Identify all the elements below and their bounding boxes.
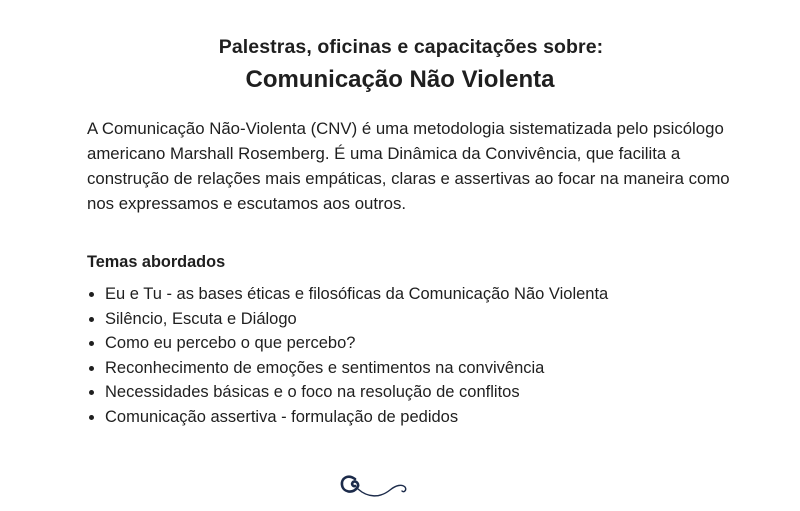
list-item-label: Comunicação assertiva - formulação de pedidos <box>105 407 459 426</box>
list-item-label: Como eu percebo o que percebo? <box>105 334 356 353</box>
list-item <box>87 307 727 332</box>
bullet-icon <box>89 390 94 395</box>
list-item <box>87 405 727 430</box>
intro-paragraph: A Comunicação Não-Violenta (CNV) é uma metodologia sistematizada pelo psicólogo americano Marshall Rosemberg. É uma Dinâmica da Convivência, que facilita a construção de relações mais empáticas, claras e assertivas ao focar na maneira como nos expressamos e escutamos aos outros. <box>87 119 730 213</box>
list-item <box>87 331 727 356</box>
bullet-icon <box>89 317 94 322</box>
page-subtitle: Palestras, oficinas e capacitações sobre: <box>218 36 604 58</box>
bullet-icon <box>89 341 94 346</box>
list-item <box>87 356 727 381</box>
page-title: Comunicação Não Violenta <box>245 66 555 93</box>
list-item-label: Reconhecimento de emoções e sentimentos na convivência <box>105 358 545 377</box>
bullet-icon <box>89 415 94 420</box>
topics-list <box>87 282 727 430</box>
list-item <box>87 282 727 307</box>
topics-heading: Temas abordados <box>87 253 226 271</box>
bullet-icon <box>89 366 94 371</box>
bullet-icon <box>89 292 94 297</box>
list-item-label: Necessidades básicas e o foco na resolução de conflitos <box>105 383 520 402</box>
list-item-label: Eu e Tu - as bases éticas e filosóficas da Comunicação Não Violenta <box>105 285 609 303</box>
swirl-ornament-icon <box>336 468 408 502</box>
list-item <box>87 380 727 405</box>
list-item-label: Silêncio, Escuta e Diálogo <box>105 309 297 328</box>
